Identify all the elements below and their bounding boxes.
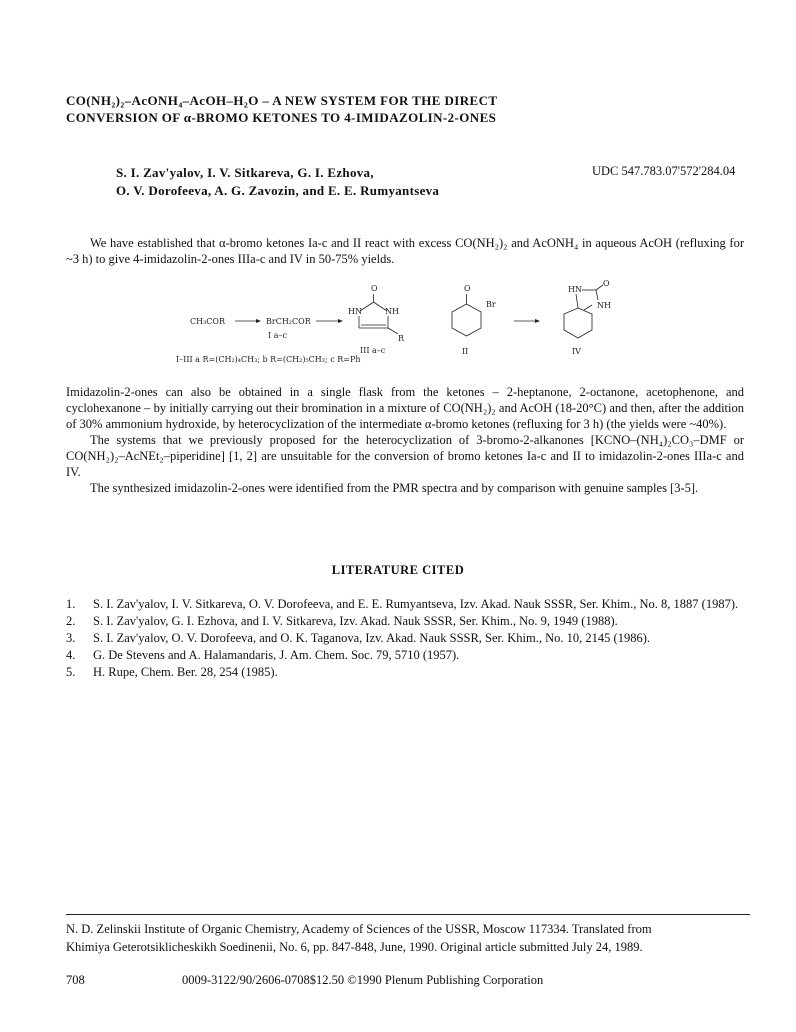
compound-IV [564,280,611,356]
affiliation-footnote [66,920,754,956]
hn-label-IV: HN [568,285,582,294]
reference-item: 4. G. De Stevens and A. Halamandaris, J. Am. Chem. Soc. 79, 5710 (1957). [66,648,460,662]
compound-III-label: III a–c [360,346,386,355]
body-paragraph-2: The systems that we previously proposed for the heterocyclization of 3-bromo-2-alkanones [KCNO–(NH₄)₂CO₃–DMF or CO(NH₂)₂–AcNEt₂–piperidine] [1, 2] are unsuitable for the conversion of bromo ketones Ia-c and II to imidazolin-2-ones IIIa-c and IV. [66,433,744,479]
arrow-head-1 [256,319,261,323]
literature-heading: LITERATURE CITED [331,563,465,577]
intro-paragraph: We have established that α-bromo ketones Ia-c and II react with excess CO(NH₂)₂ and AcONH₄ in aqueous AcOH (refluxing for ~3 h) to give 4-imidazolin-2-ones IIIa-c and IV in 50-75% yields. [66,236,744,266]
bond-c4-r [388,328,398,334]
imidazolinone-III [348,284,405,355]
compound-II-label: II [462,347,469,356]
udc-code: UDC 547.783.07'572'284.04 [592,164,736,178]
reaction-scheme [160,280,640,372]
reference-item: 3. S. I. Zav'yalov, O. V. Dorofeeva, and O. K. Taganova, Izv. Akad. Nauk SSSR, Ser. Khim., No. 10, 2145 (1986). [66,631,650,645]
body-paragraphs [66,384,744,496]
r-label-III: R [398,334,405,343]
nh-label-IV: NH [597,301,611,310]
bromo-ketone-label: BrCH₂COR [266,317,311,326]
reference-list [66,596,756,681]
nh-label-III: NH [385,307,399,316]
hn-label-III: HN [348,307,362,316]
page-number: 708 [66,973,85,987]
cyclohexane-ring-II [452,304,481,336]
carbonyl-bond-IV [596,285,603,290]
reference-item: 2. S. I. Zav'yalov, G. I. Ezhova, and I. V. Sitkareva, Izv. Akad. Nauk SSSR, Ser. Khim., No. 9, 1949 (1988). [66,614,618,628]
authors-line-1: S. I. Zav'yalov, I. V. Sitkareva, G. I. Ezhova, [116,165,374,180]
footnote-line-2: Khimiya Geterotsiklicheskikh Soedinenii, No. 6, pp. 847-848, June, 1990. Original article submitted July 24, 1989. [66,940,643,954]
scheme-left [190,317,343,340]
bond-c2-n1 [360,302,374,311]
compound-II [452,284,540,356]
body-paragraph-1: Imidazolin-2-ones can also be obtained in a single flask from the ketones – 2-heptanone, 2-octanone, acetophenone, and cyclohexanone – by initially carrying out their bromination in a mixture of CO(NH₂)₂ and AcOH (18-20°C) and then, after the addition of 30% ammonium hydroxide, by heterocyclization of the intermediate α-bromo ketones (refluxing for 3 h) (the yields were ~40%). [66,385,744,431]
br-label-II: Br [486,300,496,309]
scheme-legend: I–III a R=(CH₂)₄CH₃; b R=(CH₂)₅CH₃; c R=Ph [176,355,361,364]
compound-IV-label: IV [572,347,581,356]
start-ketone-label: CH₃COR [190,317,226,326]
authors-line-2: O. V. Dorofeeva, A. G. Zavozin, and E. E. Rumyantseva [116,183,440,198]
carbonyl-o-IV: O [603,280,610,288]
footnote-divider [66,914,750,915]
title-line-2: CONVERSION OF α-BROMO KETONES TO 4-IMIDAZOLIN-2-ONES [66,110,497,125]
author-list [116,164,439,200]
cyclohexene-ring-IV [564,308,592,338]
carbonyl-o-II: O [464,284,471,293]
bond-nh-ring-IV [584,305,592,310]
compound-I-label: I a–c [268,331,287,340]
body-paragraph-3: The synthesized imidazolin-2-ones were identified from the PMR spectra and by comparison with genuine samples [3-5]. [90,481,699,495]
arrow-head-3 [535,319,540,323]
reference-item: 1. S. I. Zav'yalov, I. V. Sitkareva, O. V. Dorofeeva, and E. E. Rumyantseva, Izv. Akad. Nauk SSSR, Ser. Khim., No. 8, 1887 (1987). [66,597,739,611]
article-title [66,92,626,126]
carbonyl-o-III: O [371,284,378,293]
bond-c2-nh-IV [596,290,598,300]
reference-item: 5. H. Rupe, Chem. Ber. 28, 254 (1985). [66,665,278,679]
title-line-1: CO(NH₂)₂–AcONH₄–AcOH–H₂O – A NEW SYSTEM FOR THE DIRECT [66,93,498,108]
footnote-line-1: N. D. Zelinskii Institute of Organic Chemistry, Academy of Sciences of the USSR, Moscow 117334. Translated from [66,922,652,936]
bond-n-ring-IV [576,294,578,308]
copyright-line: 0009-3122/90/2606-0708$12.50 ©1990 Plenum Publishing Corporation [182,973,544,987]
arrow-head-2 [338,319,343,323]
